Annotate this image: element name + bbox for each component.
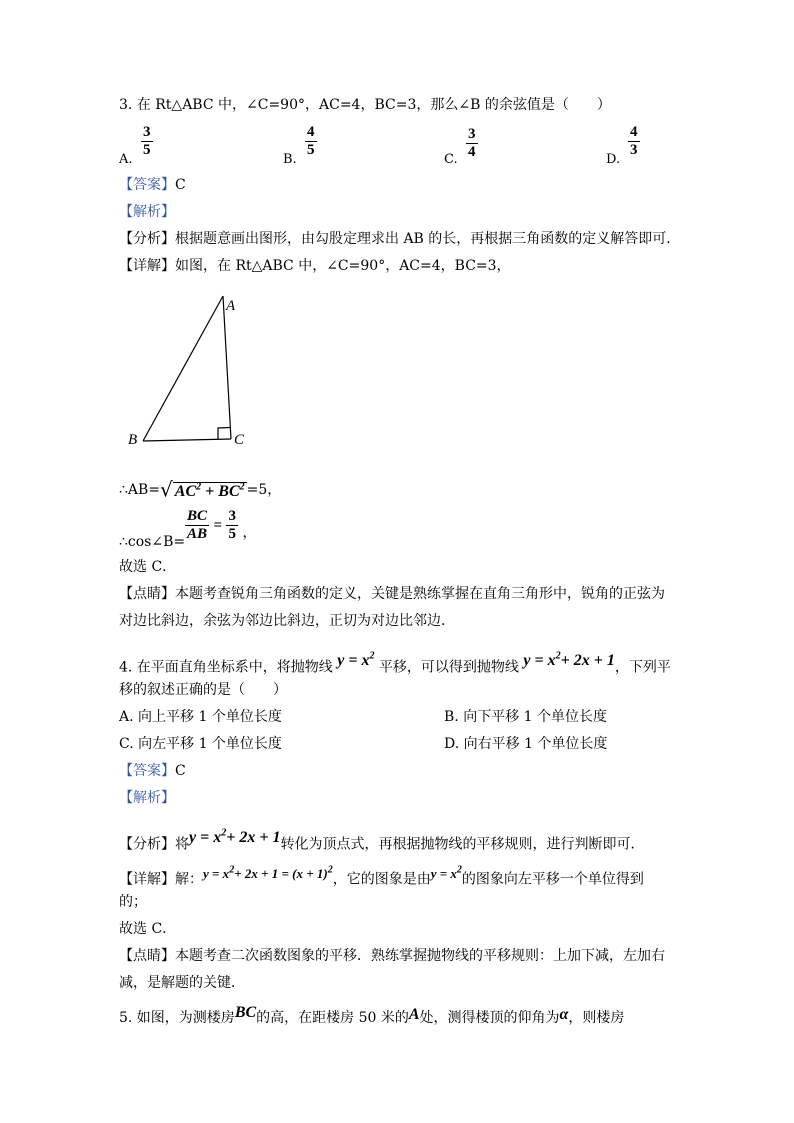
- frac-den: 5: [228, 526, 236, 542]
- cos-fraction: [185, 508, 209, 543]
- value-fraction: [226, 508, 238, 543]
- step-suffix: ，: [242, 525, 257, 541]
- frac-num: 4: [630, 124, 638, 140]
- stem-text: 平移，可以得到抛物线: [378, 659, 519, 676]
- eq-sup: 2: [327, 865, 333, 876]
- q3-fenxi: [119, 229, 680, 249]
- segment-bc: BC: [234, 1004, 257, 1021]
- q4-option-d: D. 向右平移 1 个单位长度: [444, 736, 608, 752]
- xiangjie-tag: 【详解】: [119, 871, 175, 888]
- stem-text: 的高，在距楼房 50 米的: [256, 1010, 409, 1026]
- equation-y-x2: [337, 652, 374, 669]
- q4-choose: 故选 C．: [119, 921, 177, 937]
- dianjing-tag: 【点睛】: [119, 586, 175, 602]
- stem-text: ，下列平: [614, 659, 671, 676]
- step-suffix: =5，: [246, 482, 282, 499]
- frac-den: AB: [187, 526, 208, 542]
- sqrt-term-1: AC: [174, 483, 197, 501]
- q4-option-c: C. 向左平移 1 个单位长度: [119, 736, 282, 752]
- equation-y-x2-2x-1: [189, 829, 280, 846]
- dianjing-tag: 【点睛】: [119, 948, 175, 964]
- xiangjie-text: 解：: [175, 871, 203, 888]
- q4-option-a: A. 向上平移 1 个单位长度: [119, 709, 282, 725]
- q4-stem-line2: 移的叙述正确的是（ ）: [119, 682, 287, 698]
- frac-den: 4: [468, 144, 476, 160]
- xiangjie-text: ，它的图象是由: [332, 871, 431, 888]
- eq-text: y = x: [523, 652, 556, 670]
- frac-den: 5: [143, 142, 151, 158]
- side-ab: [143, 296, 223, 441]
- eq-text: + 2x + 1 = (x + 1): [234, 866, 328, 882]
- answer-value: C: [175, 177, 186, 193]
- xiangjie-text: 如图，在 Rt△ABC 中，∠C=90°，AC=4，BC=3，: [175, 258, 511, 274]
- q3-choose: 故选 C．: [119, 559, 177, 575]
- q4-xiangjie: [119, 866, 644, 889]
- triangle-figure: [120, 288, 260, 453]
- eq-text: + 2x + 1: [560, 652, 615, 670]
- angle-alpha: α: [559, 1006, 569, 1023]
- eq-text: + 2x + 1: [226, 829, 281, 847]
- fenxi-text: 转化为顶点式，再根据抛物线的平移规则，进行判断即可．: [280, 836, 645, 853]
- fenxi-tag: 【分析】: [119, 836, 175, 853]
- point-a: A: [408, 1006, 420, 1023]
- frac-num: 4: [307, 124, 315, 140]
- xiangjie-tag: 【详解】: [119, 258, 175, 274]
- q4-xiangjie-2: 的；: [119, 894, 147, 910]
- q4-dianjing-2: 减，是解题的关键．: [119, 975, 245, 991]
- option-label: C.: [444, 152, 458, 167]
- frac-num: 3: [143, 124, 151, 140]
- answer-value: C: [175, 763, 186, 779]
- answer-tag: 【答案】: [119, 763, 175, 779]
- eq-text: y = x: [189, 829, 222, 847]
- q3-dianjing-2: 对边比斜边，余弦为邻边比斜边，正切为对边比邻边．: [119, 613, 455, 629]
- right-angle-mark: [218, 428, 230, 440]
- q4-answer: [119, 761, 186, 781]
- sqrt-sign: √: [160, 477, 173, 502]
- side-ac: [223, 296, 231, 439]
- fenxi-text: 将: [175, 836, 189, 853]
- q4-analysis-tag: [119, 788, 175, 808]
- vertex-c-label: C: [234, 432, 245, 448]
- option-label: B.: [283, 152, 297, 167]
- frac-num: 3: [468, 126, 476, 142]
- cos-fraction-group: [185, 508, 256, 543]
- sqrt-expression: √ $AC^2 + BC^2$: [160, 477, 245, 502]
- option-fraction: [305, 124, 317, 159]
- option-fraction: [466, 126, 478, 161]
- q3-step-ab: [119, 478, 281, 500]
- q4-dianjing-1: [119, 946, 665, 966]
- eq-text: y = x: [337, 652, 370, 670]
- eq-text: y = x: [430, 866, 457, 882]
- stem-text: 处，测得楼顶的仰角为: [419, 1010, 560, 1026]
- q3-answer: [119, 175, 186, 195]
- equation-vertex-form: [203, 866, 333, 881]
- step-prefix: ∴AB=: [119, 482, 161, 499]
- q4-stem-line1: [119, 653, 671, 677]
- sqrt-term-2: BC: [218, 483, 240, 501]
- eq-sup: 2: [456, 865, 462, 876]
- fenxi-text: 根据题意画出图形，由勾股定理求出 AB 的长，再根据三角函数的定义解答即可．: [175, 231, 681, 247]
- stem-text: 4. 在平面直角坐标系中，将抛物线: [119, 659, 333, 676]
- equals-sign: =: [213, 517, 223, 534]
- eq-sup: 2: [555, 651, 561, 662]
- eq-text: y = x: [203, 866, 230, 882]
- frac-den: 5: [307, 142, 315, 158]
- q5-stem: [119, 1004, 625, 1028]
- analysis-tag: 【解析】: [119, 204, 175, 220]
- vertex-a-label: A: [226, 298, 236, 314]
- q3-analysis-tag: [119, 202, 175, 222]
- analysis-tag: 【解析】: [119, 790, 175, 806]
- eq-sup: 2: [229, 865, 235, 876]
- vertex-b-label: B: [128, 432, 138, 448]
- option-fraction: [628, 124, 640, 159]
- xiangjie-text: 的图象向左平移一个单位得到: [461, 871, 644, 888]
- step-prefix: ∴cos∠B=: [119, 534, 186, 550]
- equation-y-x2-2x-1: [523, 652, 614, 669]
- q4-fenxi: [119, 830, 644, 854]
- q3-dianjing-1: [119, 584, 665, 604]
- stem-text: 5. 如图，为测楼房: [119, 1010, 235, 1026]
- answer-tag: 【答案】: [119, 177, 175, 193]
- q3-xiangjie: [119, 256, 511, 276]
- frac-num: BC: [187, 508, 208, 524]
- equation-y-x2: [431, 866, 462, 881]
- q3-stem: 3. 在 Rt△ABC 中，∠C=90°，AC=4，BC=3，那么∠B 的余弦值是（ ）: [119, 97, 611, 113]
- option-label: A.: [119, 152, 133, 167]
- frac-den: 3: [630, 142, 638, 158]
- option-fraction: [141, 124, 153, 159]
- eq-sup: 2: [221, 828, 227, 839]
- frac-num: 3: [228, 508, 236, 524]
- stem-text: ，则楼房: [568, 1010, 625, 1026]
- option-label: D.: [606, 152, 621, 167]
- q4-option-b: B. 向下平移 1 个单位长度: [444, 709, 607, 725]
- dianjing-text: 本题考查二次函数图象的平移．熟练掌握抛物线的平移规则：上加下减，左加右: [175, 948, 665, 964]
- eq-sup: 2: [369, 651, 375, 662]
- fenxi-tag: 【分析】: [119, 231, 175, 247]
- dianjing-text: 本题考查锐角三角函数的定义，关键是熟练掌握在直角三角形中，锐角的正弦为: [175, 586, 665, 602]
